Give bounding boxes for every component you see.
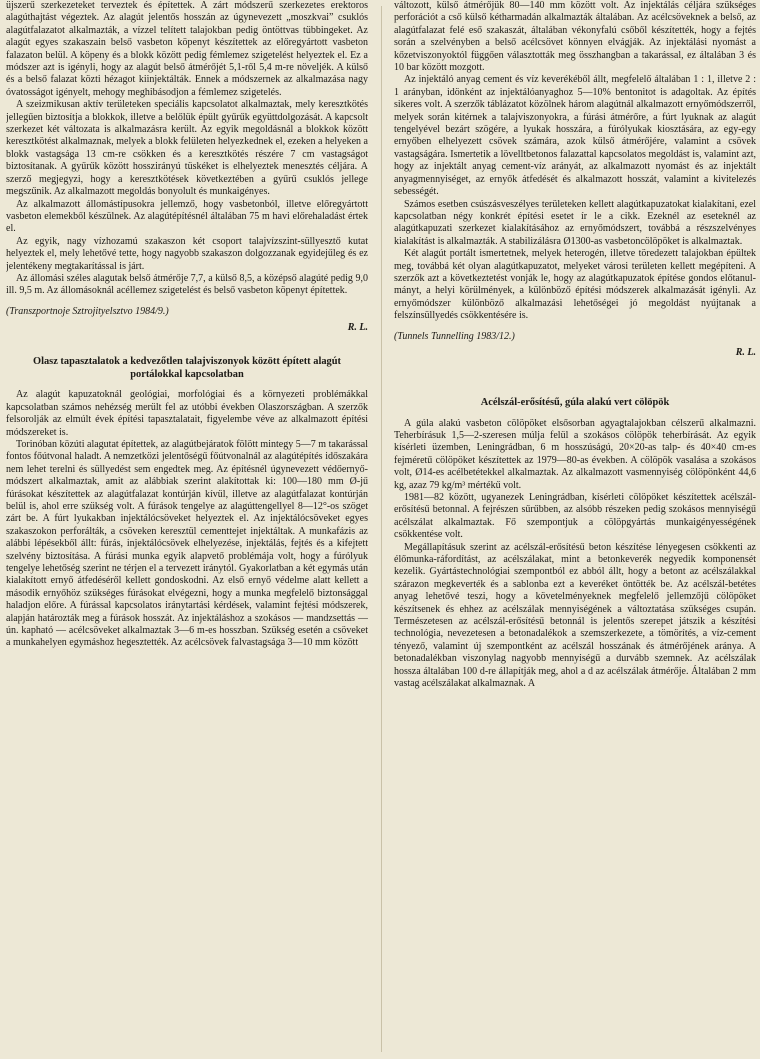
right-column: [394, 0, 756, 691]
article-steel-fiber-piles: [394, 397, 756, 691]
author-signature: R. L.: [347, 322, 368, 334]
article-title: Acélszál-erősítésű, gúla alakú vert cölöpök: [480, 396, 670, 408]
left-continued-article: [6, 0, 368, 334]
paragraph: Megállapításuk szerint az acélszál-erősítésű beton készítése lényegesen csökkenti az élőmunka-ráfordítást, az acélszálakat, mint a betonkeverék negyedik komponensét kezelik. Gyártástechnológiai szempontból ez abból állt, hogy a betont az acélszálakkal szárazon megkeverték és a sablonba ezt a keveréket öntötték be. Az acélszál-betétes anyag lehetővé teszi, hogy a követelményeknek megfelelő jellemzőjű cölöpöket készítsenek és ehhez az acélszálak mennyiségének a változtatása szükséges csupán. Természetesen az acélszál-erősítésű betonnál is jelentős szerepet játszik a készítési technológia, nevezetesen a betonadalékok a szemszerkezete, a tömörítés, a víz-cement tényező, valamint új szempontként az acélszál hosszának és átmérőjének aránya. A betonadalékban viszonylag nagyobb mennyiségű a durvább szemnek. Az acélszálak hossza általában 100 d-re állapítják meg, ahol a d az acélszálak átmérője. Általában 2 mm vastag acélszálakat alkalmaznak. A: [394, 541, 756, 690]
author-signature: R. L.: [735, 346, 756, 358]
source-citation: (Tunnels Tunnelling 1983/12.): [394, 330, 515, 342]
paragraph: Számos esetben csúszásveszélyes területeken kellett alagútkapuzatokat kialakítani, ezel kapcsolatban négy konkrét építési esetet ír le a cikk. Ezeknél az eseteknél az alagútkapuzati szerkezet kialakításához az ernyőmódszert, továbbá a részszelvényes kialakítást is alkalmazták. A stabilizálásra Ø1300-as vasbetoncölöpöket is alkalmaztak.: [394, 198, 756, 247]
paragraph: üjszerű szerkezeteket terveztek és építettek. A zárt módszerű szerkezetes erektoros alagúthajtást végeztek. Az alagút jelentős hosszán az úgynevezett „moszkvai” csuklós alagútfalazatot alkalmazták, a vízzel telített talajokban pedig öntöttvas tübbingeket. Az alagút egyes szakaszain belső vasbeton köpenyt készítettek az előregyártott vasbeton falazaton belül. A köpeny és a blokk között pedig fémlemez szigetelést helyeztek el. Ez a módszer azt is igényli, hogy az alagút belső átmérőjét 5,1-ről 5,4 m-re növeljék. A külső és a belső falazat közti hézagot kiinjektálták. Ennek a módszernek az alkalmazása nagy óvatosságot igényelt, mehogy meghibásodjon a fémlemez szigetelés.: [6, 0, 368, 98]
article-italian-portals: [6, 356, 368, 650]
article-title: Olasz tapasztalatok a kedvezőtlen talajviszonyok között épített alagút portálokkal kapcsolatban: [33, 356, 341, 380]
paragraph: Torinóban közúti alagutat építettek, az alagútbejáratok fölött mintegy 5—7 m takarással fontos főútvonal haladt. A nemzetközi jelentőségű főútvonalnál az alagútépítés időszakára nem lehet terelni és süllyedést sem engedtek meg. Az építésnél úgynevezett védőernyő-módszert alkalmaztak, amit az alábbiak szerint alakítottak ki: 100—180 mm Ø-jű fúrásokat készítettek az alagútfalazat kontúrján kívül, illetve az alagútfalazat kontúrján belül is, ahol erre szükség volt. A fúrások tengelye az alagúttengellyel 8—12°-os szöget zárt be. A fúrt lyukakban injektálócsöveket helyeztek el. Az injektálócsöveket egyes szakaszokon perforálták, a csöveken keresztül cementtejet injektáltak. A munkafázis az alábbi lépésekből állt: fúrás, injektálócsövek elhelyezése, injektálás, fejtés és a kifejtett szelvény biztosítása. A fúrási munka egyik alapvető problémája volt, hogy a fúrólyuk tengelye lehetőség szerint ne térjen el a tervezett iránytól. Gyakorlatban a két egymás után kialakított ernyő átfedéséről kellett gondoskodni. Az első ernyő védelme alatt kellett a második ernyőhöz szükséges fúrásokat elvégezni, hogy a munka megfelelő biztonsággal haladjon előre. A fúrással kapcsolatos iránytartási kérdések, valamint fejtési módszerek, alapján határozták meg a fúrások hosszát. Az injektáláshoz a szokásos — mandzsettás — ún. kapható — acélcsöveket alkalmaztak 3—6 m-es hosszban. Szükség esetén a csöveket a munkahelyen egymáshoz hegesztették. Az acélcsövek falvastagsága 3—10 mm között: [6, 438, 368, 649]
paragraph: Két alagút portált ismertetnek, melyek heterogén, illetve töredezett talajokban épültek meg, továbbá két olyan alagútkapuzatot, melyeket városi területen kellett megépíteni. A szerzők azt a következtetést vonják le, hogy az alagútkapuzatok építése gondos előtanulmányt, a helyi körülmények, a különböző építési módszerek alkalmazását igényli. Az ernyőmódszer különböző alkalmazási lehetőségei jó megoldást nyújtanak a felszínsüllyedés csökkentésére is.: [394, 248, 756, 322]
spacer: [394, 359, 756, 375]
paragraph: Az egyik, nagy vízhozamú szakaszon két csoport talajvízszint-süllyesztő kutat helyeztek el, mely lehetővé tette, hogy nagyobb szakaszon dolgozzanak egyidejűleg és ez jelentékeny megtakarítással is járt.: [6, 235, 368, 272]
paragraph: A szeizmikusan aktív területeken speciális kapcsolatot alkalmaztak, mely keresztkötés jellegűen biztosítja a blokkok, illetve a belőlük épült gyűrűk együttdolgozását. A kapcsolt szerkezet két változata is alkalmazásra került. Az egyik megoldásnál a blokkok között keresztkötést alkalmaznak, melyek a blokk felületen helyezkednek el, ezeken a helyeken a blokk vastagsága 13 cm-re csökken és a keresztkötés részére 7 cm vastagságot biztosítanak. A gyűrűk között hosszirányú tüskéket is elhelyeztek menesztés céljára. A szerző megjegyzi, hogy a keresztkötések következtében a gyűrű csuklós jellege megszűnik. Az alkalmazott megoldás bonyolult és munkaigényes.: [6, 99, 368, 198]
paragraph: Az alkalmazott állomástípusokra jellemző, hogy vasbetonból, illetve előregyártott vasbeton elemekből készülnek. Az alagútépítésnél általában 75 m havi előrehaladást értek el.: [6, 198, 368, 235]
right-continued-article: [394, 0, 756, 359]
source-citation: (Transzportnoje Sztrojityelsztvo 1984/9.): [6, 305, 169, 317]
left-column: [6, 0, 368, 650]
paragraph: Az állomási széles alagutak belső átmérője 7,7, a külső 8,5, a középső alagúté pedig 9,0 ill. 9,5 m. Az állomásoknál acéllemez szigetelést és belső vasbeton köpenyt építettek.: [6, 272, 368, 297]
column-divider: [381, 6, 382, 1052]
paragraph: 1981—82 között, ugyanezek Leningrádban, kísérleti cölöpöket készítettek acélszál-erősítésű betonnal. A fejrészen sűrűbben, az alsóbb részeken pedig szokásos mennyiségű acélszálat alkalmaztak. Fő szempontjuk a cölöpgyártás munkaigényességének csökkentése volt.: [394, 492, 756, 541]
paragraph: Az alagút kapuzatoknál geológiai, morfológiai és a környezeti problémákkal kapcsolatban számos nehézség merült fel az utóbbi években Olaszországban. A szerzők felsorolják az elmúlt évek építési tapasztalatait, figyelembe véve az alkalmazott építési módszereket is.: [6, 389, 368, 438]
paragraph: A gúla alakú vasbeton cölöpöket elsősorban agyagtalajokban célszerű alkalmazni. Teherbírásuk 1,5—2-szeresen múlja felül a szokásos cölöpök teherbírását. Az egyik kísérleti üzemben, Leningrádban, 6 m hosszúságú, 20×20-as talp- és 40×40 cm-es fejméretű cölöpöket készítettek az 1979—80-as években. A cölöpök vasalása a szokásos volt, Ø14-es acélbetétekkel alkalmaztak. Az alkalmazott vasmennyiség cölöpönként 44,6 kg, azaz 79 kg/m³ mértékű volt.: [394, 417, 756, 491]
paragraph: változott, külső átmérőjük 80—140 mm között volt. Az injektálás céljára szükséges perforációt a cső külső kétharmadán alkalmazták általában. Az acélcsöveknek a belső, az alagútfalazat felé eső szakaszát, általában vékonyfalú csőből készítették, hogy a fejtés során a szelvényben a belső acélcsövet könnyen elvágják. Az injektálási nyomást a kőzetviszonyoktól függően választották meg összhangban a takarással, ez általában 3 és 10 bar között mozgott.: [394, 0, 756, 74]
paragraph: Az injektáló anyag cement és víz keverékéből állt, megfelelő általában 1 : 1, illetve 2 : 1 arányban, idönként az injektálóanyaghoz 5—10% bentonitot is adagoltak. Az építés sikeres volt. A szerzők táblázatot közölnek három alagútnál alkalmazott ernyőmódszerről, melyek során kitérnek a talajviszonyokra, a fúrási átmérőre, a fúrt lyuknak az alagút tengelyével bezárt szögére, a lyukak hosszára, a fúrólyukak kiosztására, az egy-egy ernyőben elhelyezett csövek számára, azok külső átmérőjére, valamint a csövek vastagságára. Ismertetik a lövelltbetonos falazattal kapcsolatos megoldást is, valamint azt, hogy az injektált anyag cement-víz arányát, az alkalmazott nyomást és az injektált anyagmennyiséget, az ernyők átfedését és alkalmazott hosszát, valamint a kivitelezés sebességét.: [394, 74, 756, 198]
